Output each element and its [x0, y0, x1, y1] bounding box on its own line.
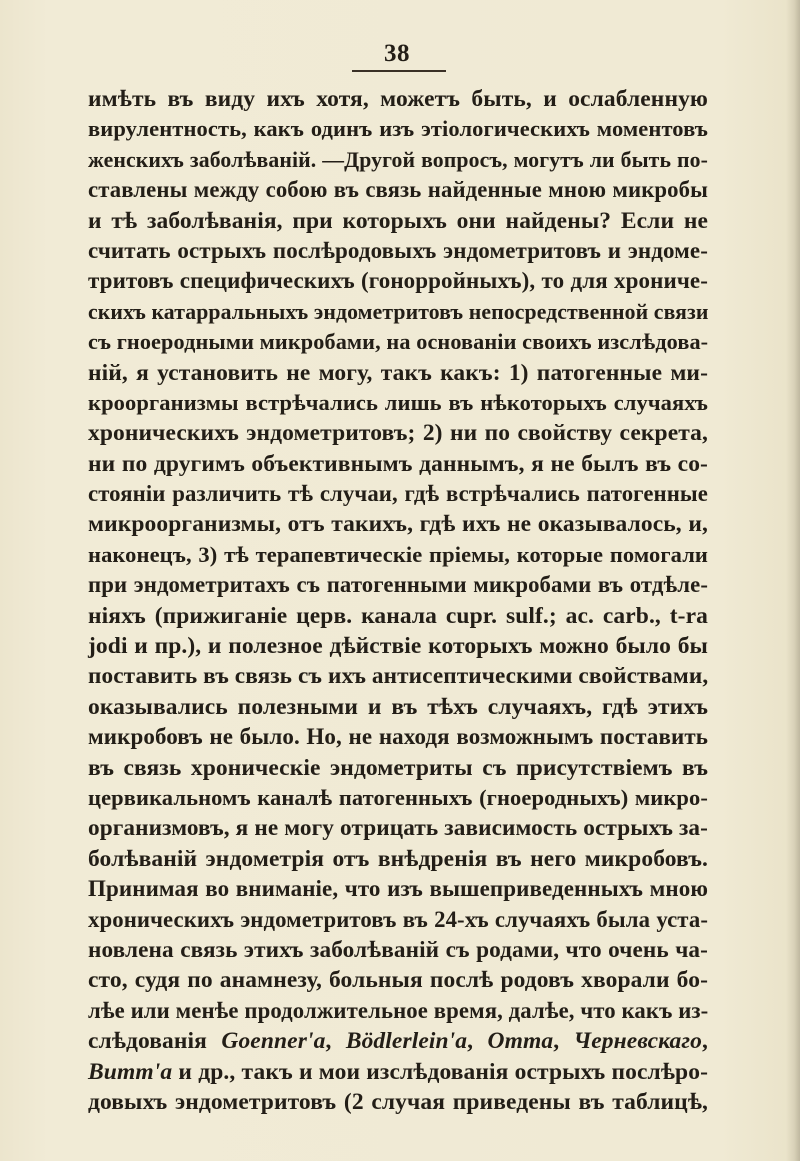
text-line: женскихъ заболѣваній. —Другой вопросъ, могутъ ли быть по-: [88, 147, 708, 172]
text-line: новлена связь этихъ заболѣваній съ родами, что очень ча-: [88, 936, 708, 963]
text-line: стояніи различить тѣ случаи, гдѣ встрѣчались патогенные: [88, 481, 708, 507]
text-line: лѣе или менѣе продолжительное время, далѣе, что какъ из-: [88, 997, 709, 1023]
text-line: кроорганизмы встрѣчались лишь въ нѣкоторыхъ случаяхъ: [88, 389, 708, 415]
text-line: ставлены между собою въ связь найденные мною микробы: [88, 177, 708, 203]
author-name: Отта: [487, 1028, 554, 1055]
text-line: сто, судя по анамнезу, больныя послѣ родовъ хворали бо-: [88, 967, 708, 994]
text-line: jodi и пр.), и полезное дѣйствіе которыхъ можно было бы: [88, 633, 708, 660]
text-line-with-authors: [88, 1026, 708, 1056]
text-line: организмовъ, я не могу отрицать зависимость острыхъ за-: [88, 815, 708, 842]
text-fragment: и др., такъ и мои изслѣдованія острыхъ послѣро-: [172, 1058, 708, 1085]
text-line: имѣть въ виду ихъ хотя, можетъ быть, и ослабленную: [88, 86, 708, 112]
text-line: довыхъ эндометритовъ (2 случая приведены въ таблицѣ,: [88, 1088, 708, 1115]
text-line: ній, я установить не могу, такъ какъ: 1) патогенные ми-: [88, 359, 708, 386]
text-line: хроническихъ эндометритовъ; 2) ни по свойству секрета,: [88, 420, 708, 447]
text-line: вирулентность, какъ одинъ изъ этіологическихъ моментовъ: [88, 116, 708, 142]
text-line: при эндометритахъ съ патогенными микробами въ отдѣле-: [88, 572, 708, 598]
text-line: наконецъ, 3) тѣ терапевтическіе пріемы, которые помогали: [88, 541, 708, 567]
text-line: хроническихъ эндометритовъ въ 24-хъ случаяхъ была уста-: [88, 906, 708, 932]
page-edge-shadow: [786, 0, 800, 1161]
text-line: и тѣ заболѣванія, при которыхъ они найдены? Если не: [88, 207, 708, 234]
page-number: 38: [384, 40, 410, 67]
text-line: болѣваній эндометрія отъ внѣдренія въ него микробовъ.: [88, 845, 708, 872]
text-fragment: ,: [702, 1028, 709, 1055]
text-fragment: слѣдованія: [88, 1028, 222, 1055]
text-line-with-author: [88, 1057, 708, 1087]
text-line: скихъ катарральныхъ эндометритовъ непосредственной связи: [88, 299, 709, 324]
text-line: съ гноеродными микробами, на основаніи своихъ изслѣдова-: [88, 329, 709, 355]
text-fragment: ,: [553, 1028, 574, 1055]
text-line: Принимая во вниманіе, что изъ вышеприведенныхъ мною: [88, 876, 708, 902]
page-number-underline: [352, 70, 446, 72]
body-text: [88, 84, 708, 1117]
text-line: считать острыхъ послѣродовыхъ эндометритовъ и эндоме-: [88, 237, 708, 263]
author-name: Витт'а: [88, 1058, 173, 1085]
text-line: ніяхъ (прижиганіе церв. канала cupr. sulf.; ac. carb., t-ra: [88, 602, 708, 629]
text-line: поставить въ связь съ ихъ антисептическими свойствами,: [88, 663, 709, 690]
text-fragment: ,: [467, 1028, 488, 1055]
text-line: тритовъ специфическихъ (гонорройныхъ), то для хрониче-: [88, 268, 708, 294]
author-name: Черневскаго: [573, 1028, 703, 1055]
text-line: оказывались полезными и въ тѣхъ случаяхъ, гдѣ этихъ: [88, 693, 708, 720]
author-name: Goenner'a: [221, 1028, 326, 1055]
text-fragment: ,: [325, 1028, 346, 1055]
text-line: микробовъ не было. Но, не находя возможнымъ поставить: [88, 724, 708, 750]
text-line: цервикальномъ каналѣ патогенныхъ (гноеродныхъ) микро-: [88, 784, 708, 810]
text-line: микроорганизмы, отъ такихъ, гдѣ ихъ не оказывалось, и,: [88, 511, 708, 538]
text-line: ни по другимъ объективнымъ даннымъ, я не былъ въ со-: [88, 450, 708, 477]
text-line: въ связь хроническіе эндометриты съ присутствіемъ въ: [88, 754, 708, 781]
author-name: Bödlerlein'a: [345, 1028, 468, 1055]
